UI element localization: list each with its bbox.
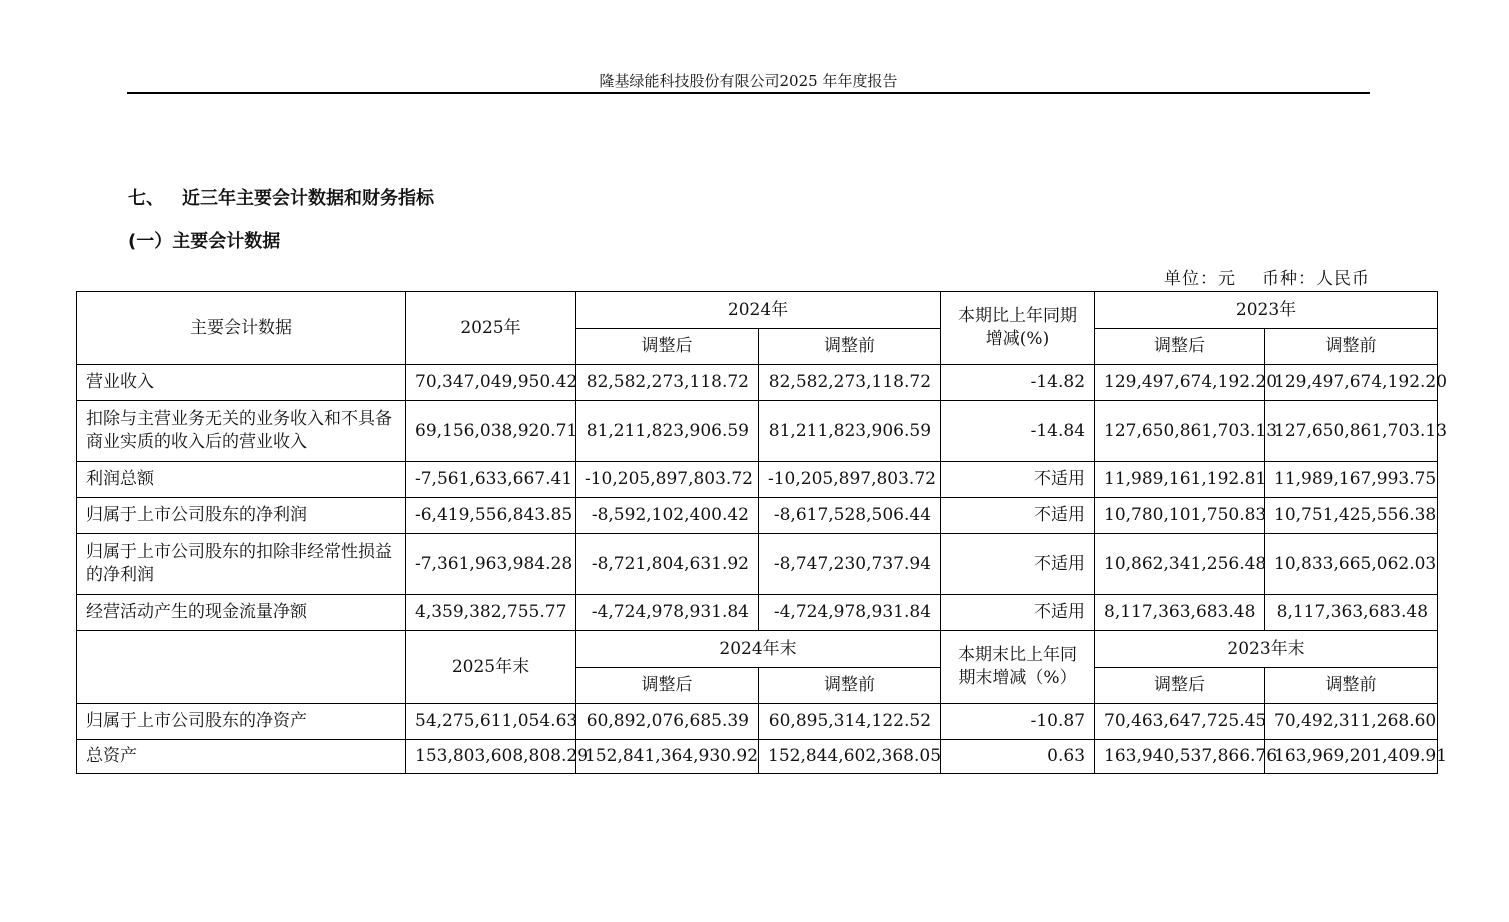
subsection-title: (一）主要会计数据 [128, 231, 281, 252]
row-label: 营业收入 [77, 365, 406, 401]
cell-change: 不适用 [941, 534, 1095, 595]
table-row [77, 740, 1438, 774]
cell-2024-before: 60,895,314,122.52 [759, 704, 941, 740]
cell-2024-adjusted: 152,841,364,930.92 [576, 740, 759, 774]
header2-empty [77, 631, 406, 704]
cell-2023-before: 163,969,201,409.91 [1265, 740, 1438, 774]
accounting-data-table [76, 291, 1448, 774]
cell-2025: -7,561,633,667.41 [406, 462, 576, 498]
table-row [77, 365, 1438, 401]
row-label: 归属于上市公司股东的净利润 [77, 498, 406, 534]
cell-change: 不适用 [941, 595, 1095, 631]
header-2024: 2024年 [576, 292, 941, 329]
table-row [77, 498, 1438, 534]
cell-2025: 54,275,611,054.63 [406, 704, 576, 740]
cell-change: -14.82 [941, 365, 1095, 401]
cell-2025: -6,419,556,843.85 [406, 498, 576, 534]
cell-change: -14.84 [941, 401, 1095, 462]
header2-change: 本期末比上年同期末增减（%） [941, 631, 1095, 704]
cell-2023-adjusted: 10,862,341,256.48 [1095, 534, 1265, 595]
header2-2024-before: 调整前 [759, 668, 941, 704]
header-2023-before: 调整前 [1265, 329, 1438, 365]
table-header-row-2 [77, 631, 1438, 668]
cell-2023-before: 127,650,861,703.13 [1265, 401, 1438, 462]
cell-2024-adjusted: 60,892,076,685.39 [576, 704, 759, 740]
cell-2023-before: 129,497,674,192.20 [1265, 365, 1438, 401]
header2-2023-adjusted: 调整后 [1095, 668, 1265, 704]
cell-2025: 4,359,382,755.77 [406, 595, 576, 631]
cell-2025: 69,156,038,920.71 [406, 401, 576, 462]
header-2024-adjusted: 调整后 [576, 329, 759, 365]
cell-2023-adjusted: 129,497,674,192.20 [1095, 365, 1265, 401]
header2-2023: 2023年末 [1095, 631, 1438, 668]
header-2023: 2023年 [1095, 292, 1438, 329]
cell-2023-before: 10,751,425,556.38 [1265, 498, 1438, 534]
cell-2024-adjusted: -8,592,102,400.42 [576, 498, 759, 534]
cell-2023-before: 8,117,363,683.48 [1265, 595, 1438, 631]
cell-2024-before: 81,211,823,906.59 [759, 401, 941, 462]
cell-2023-adjusted: 10,780,101,750.83 [1095, 498, 1265, 534]
row-label: 扣除与主营业务无关的业务收入和不具备商业实质的收入后的营业收入 [77, 401, 406, 462]
row-label: 归属于上市公司股东的净资产 [77, 704, 406, 740]
cell-2025: -7,361,963,984.28 [406, 534, 576, 595]
cell-change: 0.63 [941, 740, 1095, 774]
currency-label: 币种：人民币 [1262, 269, 1370, 289]
cell-2024-adjusted: 81,211,823,906.59 [576, 401, 759, 462]
cell-change: 不适用 [941, 498, 1095, 534]
section-heading: 近三年主要会计数据和财务指标 [182, 188, 434, 209]
unit-label: 单位：元 [1164, 269, 1236, 289]
unit-currency-line [1164, 264, 1370, 289]
header-2024-before: 调整前 [759, 329, 941, 365]
row-label: 利润总额 [77, 462, 406, 498]
page-header [127, 70, 1370, 94]
header2-2024: 2024年末 [576, 631, 941, 668]
table-row [77, 704, 1438, 740]
header-item: 主要会计数据 [77, 292, 406, 365]
cell-2024-adjusted: -8,721,804,631.92 [576, 534, 759, 595]
section-title [128, 184, 434, 210]
cell-change: 不适用 [941, 462, 1095, 498]
header2-2023-before: 调整前 [1265, 668, 1438, 704]
cell-2024-adjusted: -10,205,897,803.72 [576, 462, 759, 498]
row-label: 经营活动产生的现金流量净额 [77, 595, 406, 631]
table-row [77, 401, 1438, 462]
header-2025: 2025年 [406, 292, 576, 365]
table-row [77, 462, 1438, 498]
report-title: 隆基绿能科技股份有限公司2025 年年度报告 [599, 72, 898, 90]
row-label: 总资产 [77, 740, 406, 774]
cell-2024-before: -8,747,230,737.94 [759, 534, 941, 595]
cell-2024-before: -10,205,897,803.72 [759, 462, 941, 498]
cell-2023-before: 11,989,167,993.75 [1265, 462, 1438, 498]
cell-2025: 153,803,608,808.29 [406, 740, 576, 774]
table-row [77, 534, 1438, 595]
table-header-row [77, 292, 1438, 329]
cell-2023-adjusted: 11,989,161,192.81 [1095, 462, 1265, 498]
cell-2023-adjusted: 70,463,647,725.45 [1095, 704, 1265, 740]
header2-2024-adjusted: 调整后 [576, 668, 759, 704]
cell-2024-adjusted: -4,724,978,931.84 [576, 595, 759, 631]
cell-2023-before: 70,492,311,268.60 [1265, 704, 1438, 740]
cell-2023-before: 10,833,665,062.03 [1265, 534, 1438, 595]
cell-2025: 70,347,049,950.42 [406, 365, 576, 401]
row-label: 归属于上市公司股东的扣除非经常性损益的净利润 [77, 534, 406, 595]
header-change: 本期比上年同期增减(%) [941, 292, 1095, 365]
cell-2023-adjusted: 8,117,363,683.48 [1095, 595, 1265, 631]
cell-2024-before: -4,724,978,931.84 [759, 595, 941, 631]
cell-2023-adjusted: 163,940,537,866.76 [1095, 740, 1265, 774]
header-2023-adjusted: 调整后 [1095, 329, 1265, 365]
cell-2024-before: 82,582,273,118.72 [759, 365, 941, 401]
table-row [77, 595, 1438, 631]
cell-change: -10.87 [941, 704, 1095, 740]
header2-2025: 2025年末 [406, 631, 576, 704]
cell-2024-before: 152,844,602,368.05 [759, 740, 941, 774]
section-number: 七、 [128, 188, 164, 209]
cell-2024-adjusted: 82,582,273,118.72 [576, 365, 759, 401]
cell-2024-before: -8,617,528,506.44 [759, 498, 941, 534]
cell-2023-adjusted: 127,650,861,703.13 [1095, 401, 1265, 462]
